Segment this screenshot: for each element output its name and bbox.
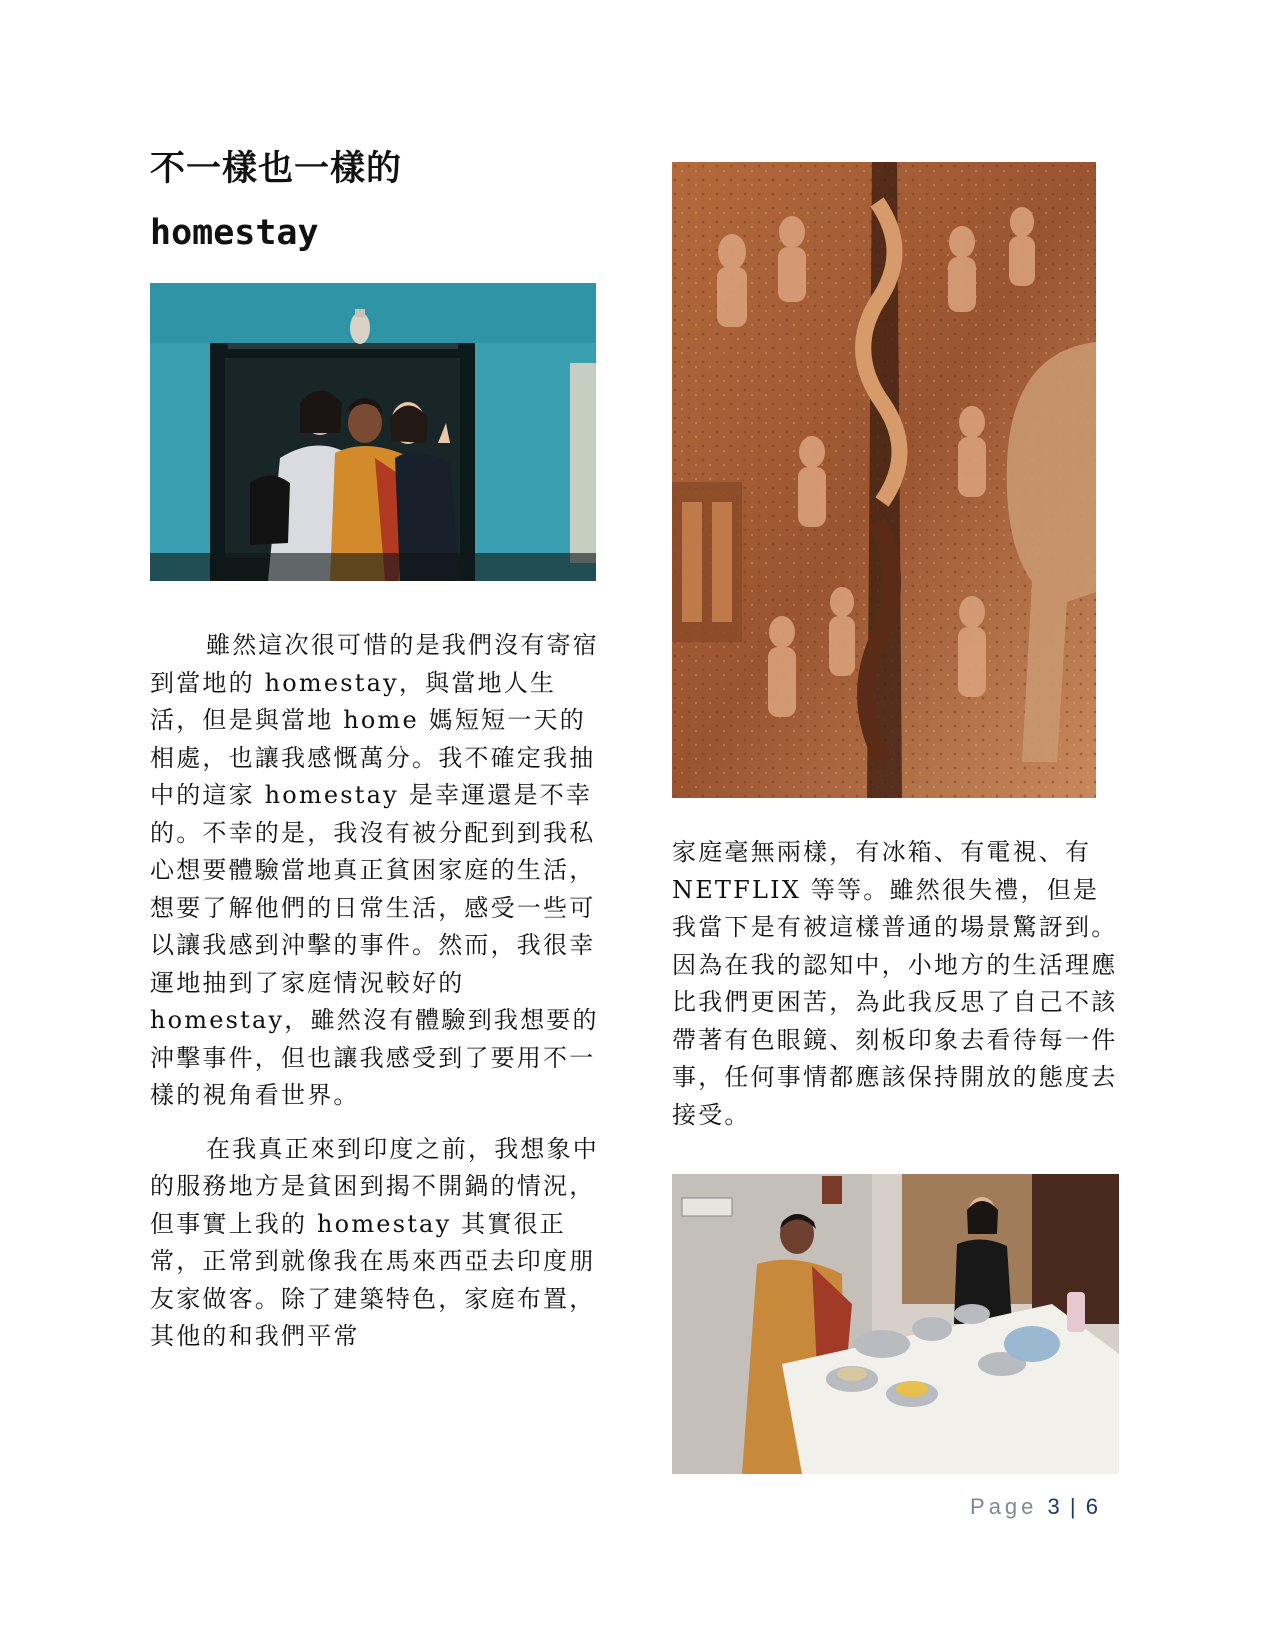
paragraph-2-continued: 家庭毫無兩樣，有冰箱、有電視、有 NETFLIX 等等。雖然很失禮，但是我當下是有被這樣普通的場景驚訝到。因為在我的認知中，小地方的生活理應比我們更困苦，為此我反思了自己不該帶著有色眼鏡、刻板印象去看待每一件事，任何事情都應該保持開放的態度去接受。 [672,838,1118,1129]
stone-relief-photo [672,162,1096,798]
paragraph-2: 在我真正來到印度之前，我想象中的服務地方是貧困到揭不開鍋的情況，但事實上我的 homestay 其實很正常，正常到就像我在馬來西亞去印度朋友家做客。除了建築特色，家庭布置，其他的和我們平常 [150,1134,599,1350]
body-column-left [150,627,600,1356]
homestay-family-photo [150,283,596,581]
dinner-table-photo [672,1174,1119,1474]
article-title: 不一樣也一樣的 [150,149,403,189]
page-number [970,1494,1098,1520]
page-total: 6 [1085,1494,1098,1519]
page-current: 3 [1047,1494,1060,1519]
homestay-family-photo-image [150,283,596,581]
page-label: Page [970,1494,1038,1519]
dinner-table-photo-image [672,1174,1119,1474]
paragraph-1: 雖然這次很可惜的是我們沒有寄宿到當地的 homestay，與當地人生活，但是與當地 home 媽短短一天的相處，也讓我感慨萬分。我不確定我抽中的這家 homestay 是幸運還是不幸的。不幸的是，我沒有被分配到到我私心想要體驗當地真正貧困家庭的生活，想要了解他們的日常生活，感受一些可以讓我感到沖擊的事件。然而，我很幸運地抽到了家庭情況較好的 homestay，雖然沒有體驗到我想要的沖擊事件，但也讓我感受到了要用不一樣的視角看世界。 [150,631,599,1109]
stone-relief-photo-image [672,162,1096,798]
article-title-homestay: homestay [150,213,319,253]
body-column-right [672,834,1122,1134]
page-separator: | [1069,1494,1076,1519]
